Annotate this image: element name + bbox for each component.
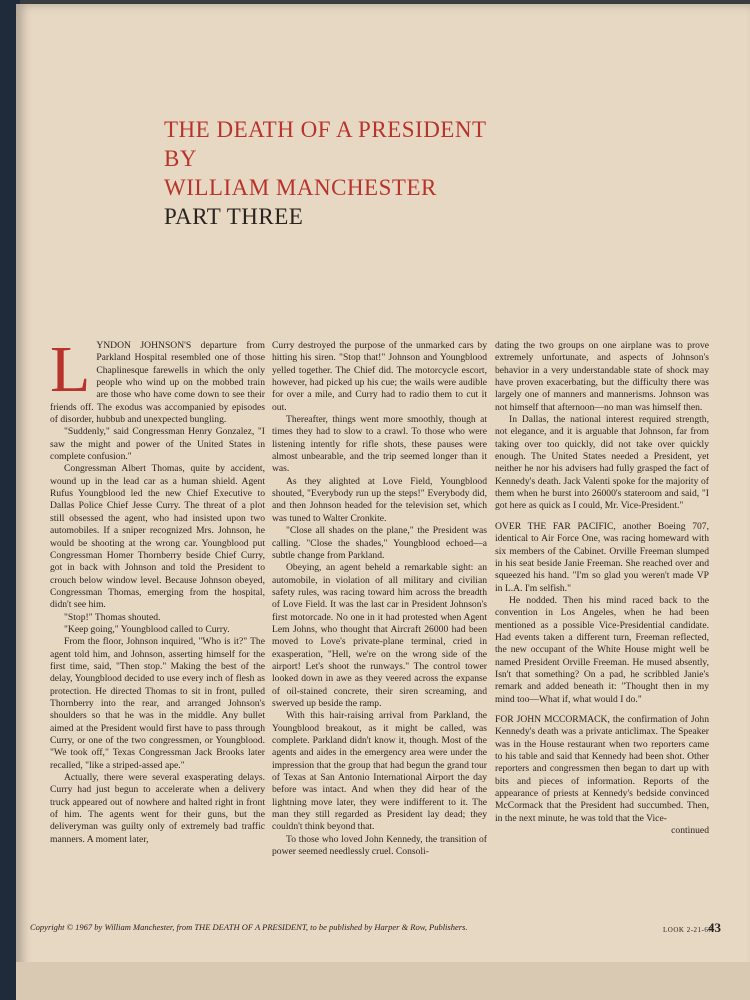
paragraph: Obeying, an agent beheld a remarkable sight: an automobile, in violation of all military and civilian safety rules, was racing toward him across the breadth of Love Field. It was the last car in President Johnson's first motorcade. No one in it had protested when Agent Lem Johns, who thought that Aircraft 26000 had been moved to Love's private-plane terminal, cried in exasperation, "Hell, we're on the wrong side of the airport! Let's shoot the runways." The control tower looked down in awe as they veered across the expanse of oil-stained concrete, their siren screaming, and swerved up beside the ramp. <box>272 562 487 709</box>
paragraph: dating the two groups on one airplane was to prove extremely unfortunate, and aspects of Johnson's behavior in a very understandable state of shock may have proven exacerbating, but the difficulty there was largely one of manners and mannerisms. Johnson was not himself that afternoon—no man was himself then. <box>495 340 709 413</box>
folio-line: LOOK 2-21-67 <box>663 926 713 934</box>
paragraph: Actually, there were several exasperating delays. Curry had just begun to accelerate when a delivery truck appeared out of nowhere and halted right in front of him. The agents went for their guns, but the deliveryman was guilty only of extremely bad traffic manners. A moment later, <box>50 772 265 845</box>
paragraph: "Suddenly," said Congressman Henry Gonzalez, "I saw the might and power of the United States in complete confusion." <box>50 426 265 463</box>
text-column-2 <box>272 340 487 858</box>
paragraph: With this hair-raising arrival from Parkland, the Youngblood breakout, as it might be called, was complete. Parkland didn't know it, though. Most of the agents and aides in the emergency area were under the impression that the group that had begun the grand tour of Texas at San Antonio International Airport the day before was intact. And when they did hear of the lightning move later, they were indifferent to it. The man they still regarded as President lay dead; they couldn't think beyond that. <box>272 710 487 833</box>
drop-cap: L <box>50 333 91 406</box>
title-line-2: BY <box>164 146 197 171</box>
text-column-3 <box>495 340 709 837</box>
article-title <box>164 118 487 228</box>
section-lead: OVER THE FAR PACIFIC, <box>495 520 616 532</box>
section-paragraph <box>495 714 709 825</box>
copyright-notice: Copyright © 1967 by William Manchester, from THE DEATH OF A PRESIDENT, to be published by Harper & Row, Publishers. <box>30 922 468 932</box>
page-number: 43 <box>708 920 721 935</box>
paragraph: "Stop!" Thomas shouted. <box>64 611 161 623</box>
continued-label: continued <box>671 825 709 837</box>
paragraph: From the floor, Johnson inquired, "Who is it?" The agent told him, and Johnson, asserting himself for the first time, said, "Then stop." Making the best of the delay, Youngblood decided to use every inch of flesh as protection. He directed Thomas to sit in front, pulled Thornberry into the rear, and arranged Johnson's shoulders so that he was in the middle. Any bullet aimed at the President would first have to pass through Curry, or one of the two congressmen, or Youngblood. "We took off," Texas Congressman Jack Brooks later recalled, "like a striped-assed ape." <box>50 636 265 771</box>
section-lead: FOR JOHN MCCORMACK, <box>495 713 610 725</box>
section-paragraph <box>495 521 709 595</box>
text-column-1 <box>50 333 265 846</box>
paragraph: YNDON JOHNSON'S departure from Parkland Hospital resembled one of those Chaplinesque farewells in which the only people who wind up on the mobbed train are those who have come down to see their friends off. The exodus was accompanied by episodes of disorder, hubbub and unexpected bungling. <box>50 340 265 426</box>
title-line-1: THE DEATH OF A PRESIDENT <box>164 117 487 142</box>
paragraph: "Close all shades on the plane," the President was calling. "Close the shades," Youngblood echoed—a subtle change from Parkland. <box>272 525 487 561</box>
title-line-4: PART THREE <box>164 204 304 229</box>
title-line-3: WILLIAM MANCHESTER <box>164 175 437 200</box>
paragraph: He nodded. Then his mind raced back to the convention in Los Angeles, when he had been mentioned as a possible Vice-Presidential candidate. Had events taken a different turn, Freeman reflected, the new occupant of the White House might well be named President Orville Freeman. He mused absently, Isn't that something? On a pad, he scribbled Janie's remark and added beneath it: "Thought then in my mind too—What if, what would I do." <box>495 594 709 705</box>
paragraph: To those who loved John Kennedy, the transition of power seemed needlessly cruel. Consoli- <box>272 833 487 858</box>
paragraph: In Dallas, the national interest required strength, not elegance, and it is arguable that Johnson, far from taking over too quickly, did not take over quickly enough. The United States needed a President, yet neither he nor his advisers had fully grasped the fact of Kennedy's death. Jack Valenti spoke for the majority of them when he burst into 26000's stateroom and said, "I got here as quick as I could, Mr. Vice-President." <box>495 414 709 512</box>
paragraph: "Keep going," Youngblood called to Curry. <box>64 623 230 635</box>
paragraph-text: the confirmation of John Kennedy's death was a private anticlimax. The Speaker was in the House restaurant when two reporters came to his table and said that Kennedy had been shot. Other reporters and congressmen then began to dart up with bits and pieces of information. Reports of the appearance of priests at Kennedy's bedside convinced McCormack that the President had succumbed. Then, in the next minute, he was told that the Vice- <box>495 713 709 824</box>
paragraph: Thereafter, things went more smoothly, though at times they had to slow to a crawl. To those who were listening intently for rifle shots, these pauses were almost unbearable, and the trip seemed longer than it was. <box>272 414 487 475</box>
paragraph-text: another Boeing 707, identical to Air Force One, was racing homeward with six members of the Cabinet. Orville Freeman slumped in his seat beside Janie Freeman. She reached over and squeezed his hand. "I'm so glad you weren't made VP in L.A. I'm selfish." <box>495 520 710 594</box>
page-bottom-edge <box>16 962 750 1000</box>
paragraph: Curry destroyed the purpose of the unmarked cars by hitting his siren. "Stop that!" Johnson and Youngblood yelled together. The Chief did. The motorcycle escort, however, had picked up his cue; the wails were audible for over a mile, and Curry had to radio them to cut it out. <box>272 340 487 413</box>
paragraph: As they alighted at Love Field, Youngblood shouted, "Everybody run up the steps!" Everybody did, and then Johnson headed for the television set, which was tuned to Walter Cronkite. <box>272 475 487 524</box>
paragraph: Congressman Albert Thomas, quite by accident, wound up in the lead car as a human shield. Agent Rufus Youngblood led the new Chief Executive to Dallas Police Chief Jesse Curry. The threat of a plot still obsessed the agent, who had insisted upon two automobiles. If a sniper recognized Mrs. Johnson, he would be shooting at the wrong car. Youngblood put Congressman Homer Thornberry beside Chief Curry, got in back with Johnson and told the President to crouch below window level. Because Johnson obeyed, Congressman Thomas, emerging from the hospital, didn't see him. <box>50 463 265 611</box>
